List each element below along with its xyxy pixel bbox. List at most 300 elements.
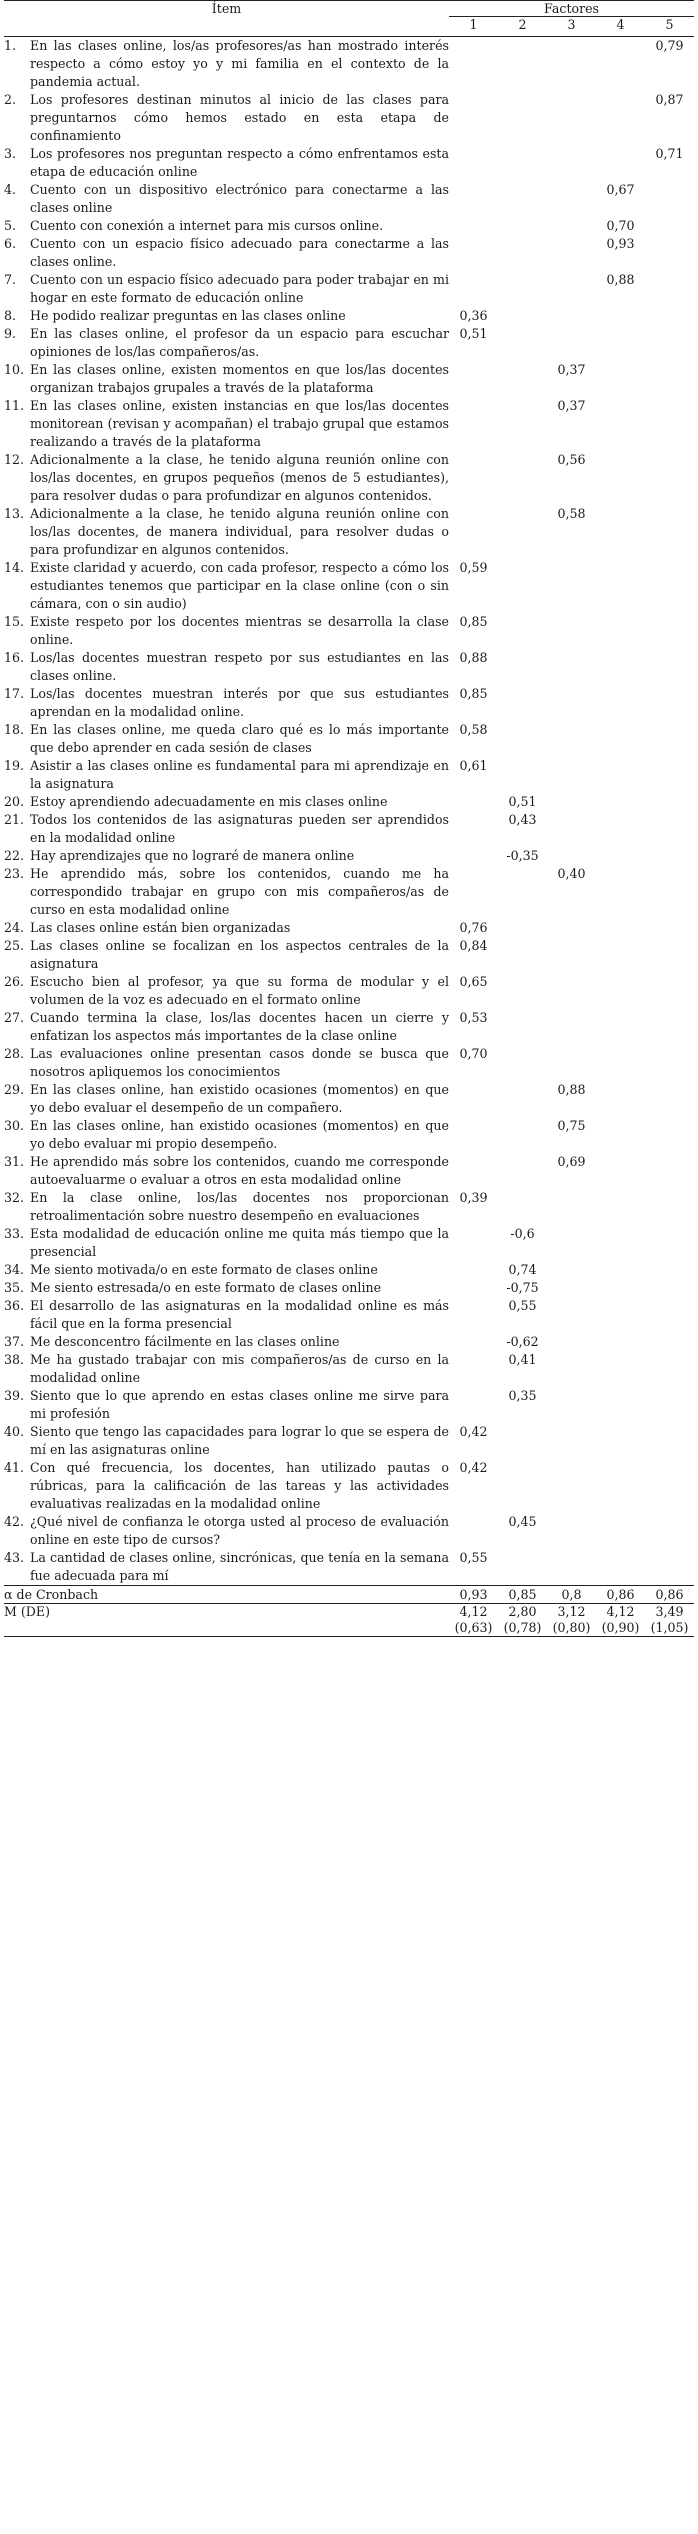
factor-loading-cell — [547, 1009, 596, 1045]
factor-loading-cell — [498, 1153, 547, 1189]
item-cell — [4, 181, 449, 217]
factor-loading-cell — [645, 1513, 694, 1549]
factor-loading-cell: 0,45 — [508, 1514, 537, 1529]
item-text: Asistir a las clases online es fundamental para mi aprendizaje en la asignatura — [30, 758, 449, 791]
factor-loading-cell — [449, 1261, 498, 1279]
item-text: Escucho bien al profesor, ya que su forma de modular y el volumen de la voz es adecuado en el formato online — [30, 974, 449, 1007]
item-row — [4, 847, 694, 865]
item-cell — [4, 307, 449, 325]
item-content — [4, 1549, 449, 1585]
factor-loading-cell — [449, 181, 498, 217]
item-number: 17. — [4, 686, 25, 701]
item-text: Siento que tengo las capacidades para lograr lo que se espera de mí en las asignaturas online — [30, 1424, 449, 1457]
factor-loading-cell — [596, 1297, 645, 1333]
factor-loading-cell — [645, 1279, 694, 1297]
factor-loading-cell — [449, 1513, 498, 1549]
factor-number-header: 4 — [596, 17, 645, 37]
item-content — [4, 793, 449, 811]
factor-loading-cell — [498, 37, 547, 92]
item-number: 25. — [4, 938, 25, 953]
item-content — [4, 397, 449, 451]
factor-loading-cell — [547, 325, 596, 361]
item-cell — [4, 865, 449, 919]
factor-loading-cell — [449, 1387, 498, 1423]
item-row — [4, 1045, 694, 1081]
factor-loading-cell — [449, 847, 498, 865]
factor-loading-cell — [645, 1549, 694, 1586]
item-row — [4, 307, 694, 325]
factor-loading-cell — [645, 505, 694, 559]
item-content — [4, 1351, 449, 1387]
sd-value: (0,63) — [454, 1620, 493, 1635]
factor-loading-cell: 0,88 — [606, 272, 635, 287]
item-content — [4, 505, 449, 559]
item-cell — [4, 361, 449, 397]
factor-loading-cell — [596, 1459, 645, 1513]
item-column-header: Ítem — [4, 1, 449, 37]
factor-loading-cell — [449, 1225, 498, 1261]
item-rows — [4, 37, 694, 1586]
factor-loading-cell: 0,85 — [459, 686, 488, 701]
factor-loading-cell: 0,42 — [459, 1460, 488, 1475]
factor-loading-cell — [645, 361, 694, 397]
factor-loading-cell — [498, 919, 547, 937]
factor-loading-cell — [547, 1225, 596, 1261]
item-text: Los/las docentes muestran respeto por sus estudiantes en las clases online. — [30, 650, 449, 683]
item-row — [4, 865, 694, 919]
item-text: Esta modalidad de educación online me quita más tiempo que la presencial — [30, 1226, 449, 1259]
item-cell — [4, 613, 449, 649]
factor-loading-cell — [596, 1423, 645, 1459]
factor-loading-cell — [596, 307, 645, 325]
item-content — [4, 235, 449, 271]
item-text: Las clases online se focalizan en los aspectos centrales de la asignatura — [30, 938, 449, 971]
item-row — [4, 235, 694, 271]
item-number: 37. — [4, 1334, 25, 1349]
item-cell — [4, 721, 449, 757]
item-number: 34. — [4, 1262, 25, 1277]
factor-loading-cell: -0,6 — [510, 1226, 535, 1241]
factor-loading-cell: 0,87 — [655, 92, 684, 107]
item-number: 14. — [4, 560, 25, 575]
item-row — [4, 1225, 694, 1261]
factor-loading-cell: 0,42 — [459, 1424, 488, 1439]
factor-loading-cell — [547, 217, 596, 235]
item-cell — [4, 1459, 449, 1513]
factor-loading-cell: 0,35 — [508, 1388, 537, 1403]
item-text: En la clase online, los/las docentes nos proporcionan retroalimentación sobre nuestro desempeño en evaluaciones — [30, 1190, 449, 1223]
factor-loading-cell — [449, 91, 498, 145]
item-number: 40. — [4, 1424, 25, 1439]
item-number: 31. — [4, 1154, 25, 1169]
factor-loading-cell — [449, 1153, 498, 1189]
item-text: Me siento estresada/o en este formato de clases online — [30, 1280, 382, 1295]
factor-loading-cell — [596, 613, 645, 649]
factor-loading-cell — [547, 145, 596, 181]
factor-loading-cell: 0,88 — [459, 650, 488, 665]
item-row — [4, 181, 694, 217]
factor-loading-cell: 0,67 — [606, 182, 635, 197]
factor-number-header: 2 — [498, 17, 547, 37]
factor-loading-cell — [498, 1117, 547, 1153]
item-cell — [4, 847, 449, 865]
item-number: 33. — [4, 1226, 25, 1241]
factor-loading-cell — [596, 559, 645, 613]
factor-loading-cell — [645, 721, 694, 757]
factor-loading-cell — [498, 1045, 547, 1081]
item-row — [4, 1117, 694, 1153]
factor-loading-cell — [596, 721, 645, 757]
item-text: Cuento con un dispositivo electrónico para conectarme a las clases online — [30, 182, 449, 215]
factor-loading-cell — [547, 613, 596, 649]
factor-loading-cell: 0,70 — [606, 218, 635, 233]
item-cell — [4, 325, 449, 361]
factor-loading-cell — [547, 91, 596, 145]
factor-loading-cell — [498, 865, 547, 919]
item-number: 21. — [4, 812, 25, 827]
item-content — [4, 559, 449, 613]
factor-loading-cell: 0,36 — [459, 308, 488, 323]
factor-loading-cell — [498, 721, 547, 757]
item-content — [4, 361, 449, 397]
item-text: En las clases online, me queda claro qué es lo más importante que debo aprender en cada sesión de clases — [30, 722, 449, 755]
item-number: 4. — [4, 182, 17, 197]
factor-loading-cell — [645, 1189, 694, 1225]
factor-loading-cell — [645, 1333, 694, 1351]
item-number: 43. — [4, 1550, 25, 1565]
factor-loading-cell — [645, 397, 694, 451]
item-content — [4, 91, 449, 145]
factor-loading-cell — [547, 1459, 596, 1513]
factor-loading-cell — [645, 1387, 694, 1423]
item-content — [4, 1423, 449, 1459]
item-number: 2. — [4, 92, 17, 107]
factor-loading-cell — [498, 973, 547, 1009]
item-content — [4, 217, 449, 235]
factor-loading-cell — [547, 721, 596, 757]
item-text: La cantidad de clases online, sincrónicas, que tenía en la semana fue adecuada para mí — [30, 1550, 449, 1583]
factor-loading-cell — [645, 1261, 694, 1279]
item-row — [4, 757, 694, 793]
factor-loading-cell — [547, 847, 596, 865]
factor-loading-cell — [498, 235, 547, 271]
item-content — [4, 271, 449, 307]
item-text: He aprendido más, sobre los contenidos, cuando me ha correspondido trabajar en grupo con mis compañeros/as de curso en esta modalidad online — [30, 866, 449, 917]
mean-sd-row — [4, 1604, 694, 1637]
item-text: El desarrollo de las asignaturas en la modalidad online es más fácil que en la forma presencial — [30, 1298, 449, 1331]
mean-value: 4,12 — [606, 1604, 635, 1619]
item-number: 35. — [4, 1280, 25, 1295]
item-number: 23. — [4, 866, 25, 881]
factor-loading-cell — [547, 559, 596, 613]
factor-loading-cell — [596, 973, 645, 1009]
factor-loading-cell — [645, 271, 694, 307]
item-row — [4, 721, 694, 757]
factor-loading-cell — [547, 757, 596, 793]
item-number: 5. — [4, 218, 17, 233]
item-row — [4, 793, 694, 811]
factor-loading-cell: 0,41 — [508, 1352, 537, 1367]
factor-loading-cell — [547, 973, 596, 1009]
factor-loading-cell: 0,59 — [459, 560, 488, 575]
factor-loading-cell — [547, 1387, 596, 1423]
item-number: 27. — [4, 1010, 25, 1025]
factor-loading-cell: 0,70 — [459, 1046, 488, 1061]
factor-loading-cell — [596, 325, 645, 361]
item-cell — [4, 919, 449, 937]
item-row — [4, 1261, 694, 1279]
mean-sd-label: M (DE) — [4, 1604, 449, 1637]
factor-loading-cell — [596, 1387, 645, 1423]
item-row — [4, 973, 694, 1009]
factor-loading-cell — [596, 145, 645, 181]
factor-loading-cell: 0,37 — [557, 362, 586, 377]
factor-loading-cell — [645, 1117, 694, 1153]
item-number: 32. — [4, 1190, 25, 1205]
factor-loading-cell — [498, 937, 547, 973]
item-row — [4, 559, 694, 613]
factor-loading-cell — [449, 1333, 498, 1351]
factor-loading-cell — [596, 361, 645, 397]
factor-loading-cell — [645, 217, 694, 235]
item-row — [4, 1153, 694, 1189]
factor-loading-cell — [645, 325, 694, 361]
item-content — [4, 937, 449, 973]
item-cell — [4, 1189, 449, 1225]
factor-loading-cell — [645, 613, 694, 649]
mean-sd-cell — [645, 1604, 694, 1637]
factor-loading-cell — [498, 685, 547, 721]
mean-value: 3,12 — [557, 1604, 586, 1619]
factor-loading-cell — [596, 685, 645, 721]
item-cell — [4, 811, 449, 847]
item-content — [4, 1153, 449, 1189]
factor-loading-cell — [645, 973, 694, 1009]
item-content — [4, 757, 449, 793]
cronbach-alpha-value: 0,85 — [498, 1586, 547, 1604]
factor-loading-cell — [547, 37, 596, 92]
item-number: 41. — [4, 1460, 25, 1475]
factor-number-header: 1 — [449, 17, 498, 37]
factor-loading-cell: 0,93 — [606, 236, 635, 251]
item-cell — [4, 397, 449, 451]
item-row — [4, 1423, 694, 1459]
item-content — [4, 181, 449, 217]
factor-loading-cell — [596, 451, 645, 505]
sd-value: (1,05) — [650, 1620, 689, 1635]
factor-loading-cell — [645, 1297, 694, 1333]
factor-loading-cell — [645, 1351, 694, 1387]
item-content — [4, 973, 449, 1009]
item-content — [4, 1117, 449, 1153]
factor-loading-cell — [449, 811, 498, 847]
item-number: 13. — [4, 506, 25, 521]
item-cell — [4, 1423, 449, 1459]
cronbach-alpha-label: α de Cronbach — [4, 1586, 449, 1604]
factor-loading-cell — [596, 1189, 645, 1225]
factor-loading-cell — [596, 1351, 645, 1387]
factor-loading-cell — [498, 1189, 547, 1225]
factor-loading-cell — [596, 1279, 645, 1297]
factor-loading-cell — [645, 865, 694, 919]
factor-loading-cell: 0,55 — [459, 1550, 488, 1565]
item-number: 22. — [4, 848, 25, 863]
item-cell — [4, 973, 449, 1009]
item-cell — [4, 91, 449, 145]
item-content — [4, 1045, 449, 1081]
factor-loading-cell — [449, 37, 498, 92]
factor-loading-cell — [449, 505, 498, 559]
item-row — [4, 37, 694, 92]
sd-value: (0,78) — [503, 1620, 542, 1635]
factor-loading-cell: 0,84 — [459, 938, 488, 953]
mean-sd-cell — [449, 1604, 498, 1637]
factor-loading-cell — [498, 91, 547, 145]
item-content — [4, 37, 449, 91]
factor-loading-cell — [547, 271, 596, 307]
factor-loading-cell — [498, 145, 547, 181]
factor-loading-cell — [498, 613, 547, 649]
item-number: 20. — [4, 794, 25, 809]
factor-loading-cell: -0,75 — [506, 1280, 539, 1295]
item-row — [4, 505, 694, 559]
item-number: 19. — [4, 758, 25, 773]
item-cell — [4, 271, 449, 307]
item-text: Me ha gustado trabajar con mis compañeros/as de curso en la modalidad online — [30, 1352, 449, 1385]
item-text: Las clases online están bien organizadas — [30, 920, 291, 935]
item-row — [4, 397, 694, 451]
item-cell — [4, 1045, 449, 1081]
factor-loading-cell — [645, 181, 694, 217]
item-row — [4, 1459, 694, 1513]
item-number: 8. — [4, 308, 17, 323]
factor-loading-cell — [498, 451, 547, 505]
item-cell — [4, 1333, 449, 1351]
factor-loading-cell — [645, 1225, 694, 1261]
item-number: 12. — [4, 452, 25, 467]
factor-loading-cell — [547, 811, 596, 847]
sd-value: (0,80) — [552, 1620, 591, 1635]
factor-loading-cell — [645, 757, 694, 793]
factor-loading-cell: 0,58 — [557, 506, 586, 521]
factor-loading-cell: -0,62 — [506, 1334, 539, 1349]
factor-loading-cell — [596, 1261, 645, 1279]
item-text: Me siento motivada/o en este formato de clases online — [30, 1262, 378, 1277]
item-cell — [4, 757, 449, 793]
mean-value: 4,12 — [459, 1604, 488, 1619]
item-text: Adicionalmente a la clase, he tenido alguna reunión online con los/las docentes, en grupos pequeños (menos de 5 estudiantes), para resolver dudas o para profundizar en algunos contenidos. — [30, 452, 449, 503]
item-number: 1. — [4, 38, 17, 53]
factor-number-header: 3 — [547, 17, 596, 37]
item-row — [4, 1387, 694, 1423]
item-text: Las evaluaciones online presentan casos donde se busca que nosotros apliquemos los conocimientos — [30, 1046, 449, 1079]
item-number: 16. — [4, 650, 25, 665]
factor-loading-cell — [449, 865, 498, 919]
item-text: Cuento con un espacio físico adecuado para conectarme a las clases online. — [30, 236, 449, 269]
factor-loading-cell — [596, 1549, 645, 1586]
item-row — [4, 1351, 694, 1387]
item-row — [4, 1333, 694, 1351]
factor-loading-cell — [596, 865, 645, 919]
item-content — [4, 1225, 449, 1261]
item-number: 29. — [4, 1082, 25, 1097]
factor-loading-cell: 0,69 — [557, 1154, 586, 1169]
factor-loading-cell — [645, 235, 694, 271]
item-cell — [4, 37, 449, 91]
factor-loading-cell: 0,75 — [557, 1118, 586, 1133]
factor-loading-cell — [547, 1351, 596, 1387]
factor-loading-cell — [645, 1009, 694, 1045]
item-text: Adicionalmente a la clase, he tenido alguna reunión online con los/las docentes, de manera individual, para resolver dudas o para profundizar en algunos contenidos. — [30, 506, 449, 557]
item-content — [4, 1297, 449, 1333]
item-cell — [4, 1387, 449, 1423]
factor-loading-cell — [449, 397, 498, 451]
factor-loading-cell — [498, 271, 547, 307]
factor-loading-cell — [547, 235, 596, 271]
factor-loading-cell — [449, 1351, 498, 1387]
item-row — [4, 1279, 694, 1297]
factor-loading-cell — [645, 685, 694, 721]
factor-loading-cell — [596, 505, 645, 559]
factor-loading-cell — [645, 937, 694, 973]
factor-loading-cell — [645, 811, 694, 847]
item-cell — [4, 1549, 449, 1585]
factor-loading-cell — [645, 847, 694, 865]
factor-loading-cell: 0,61 — [459, 758, 488, 773]
factor-loading-cell — [498, 505, 547, 559]
item-row — [4, 1009, 694, 1045]
item-number: 10. — [4, 362, 25, 377]
factor-loading-cell — [596, 37, 645, 92]
factor-loading-cell — [449, 1081, 498, 1117]
factors-column-header: Factores — [449, 1, 694, 17]
item-content — [4, 1459, 449, 1513]
factor-loading-cell — [645, 451, 694, 505]
factor-loadings-table — [4, 0, 694, 1637]
item-cell — [4, 451, 449, 505]
factor-loading-cell: 0,43 — [508, 812, 537, 827]
factor-loading-cell — [645, 1459, 694, 1513]
factor-loading-cell — [645, 649, 694, 685]
factor-loading-cell: 0,53 — [459, 1010, 488, 1025]
item-number: 38. — [4, 1352, 25, 1367]
item-row — [4, 271, 694, 307]
item-cell — [4, 1081, 449, 1117]
factor-loading-cell — [547, 1261, 596, 1279]
factor-loading-cell — [449, 145, 498, 181]
factor-loading-cell — [596, 1225, 645, 1261]
item-content — [4, 847, 449, 865]
item-text: Siento que lo que aprendo en estas clases online me sirve para mi profesión — [30, 1388, 449, 1421]
mean-sd-cell — [547, 1604, 596, 1637]
item-row — [4, 361, 694, 397]
item-cell — [4, 649, 449, 685]
factor-loading-cell — [547, 1045, 596, 1081]
factor-loading-cell — [498, 307, 547, 325]
item-cell — [4, 1009, 449, 1045]
factor-loading-cell — [547, 919, 596, 937]
item-content — [4, 811, 449, 847]
item-content — [4, 307, 449, 325]
item-number: 24. — [4, 920, 25, 935]
factor-loading-cell: 0,51 — [508, 794, 537, 809]
factor-loading-cell — [645, 1045, 694, 1081]
item-text: Los/las docentes muestran interés por que sus estudiantes aprendan en la modalidad online. — [30, 686, 449, 719]
item-row — [4, 919, 694, 937]
item-cell — [4, 1513, 449, 1549]
item-number: 18. — [4, 722, 25, 737]
item-row — [4, 811, 694, 847]
